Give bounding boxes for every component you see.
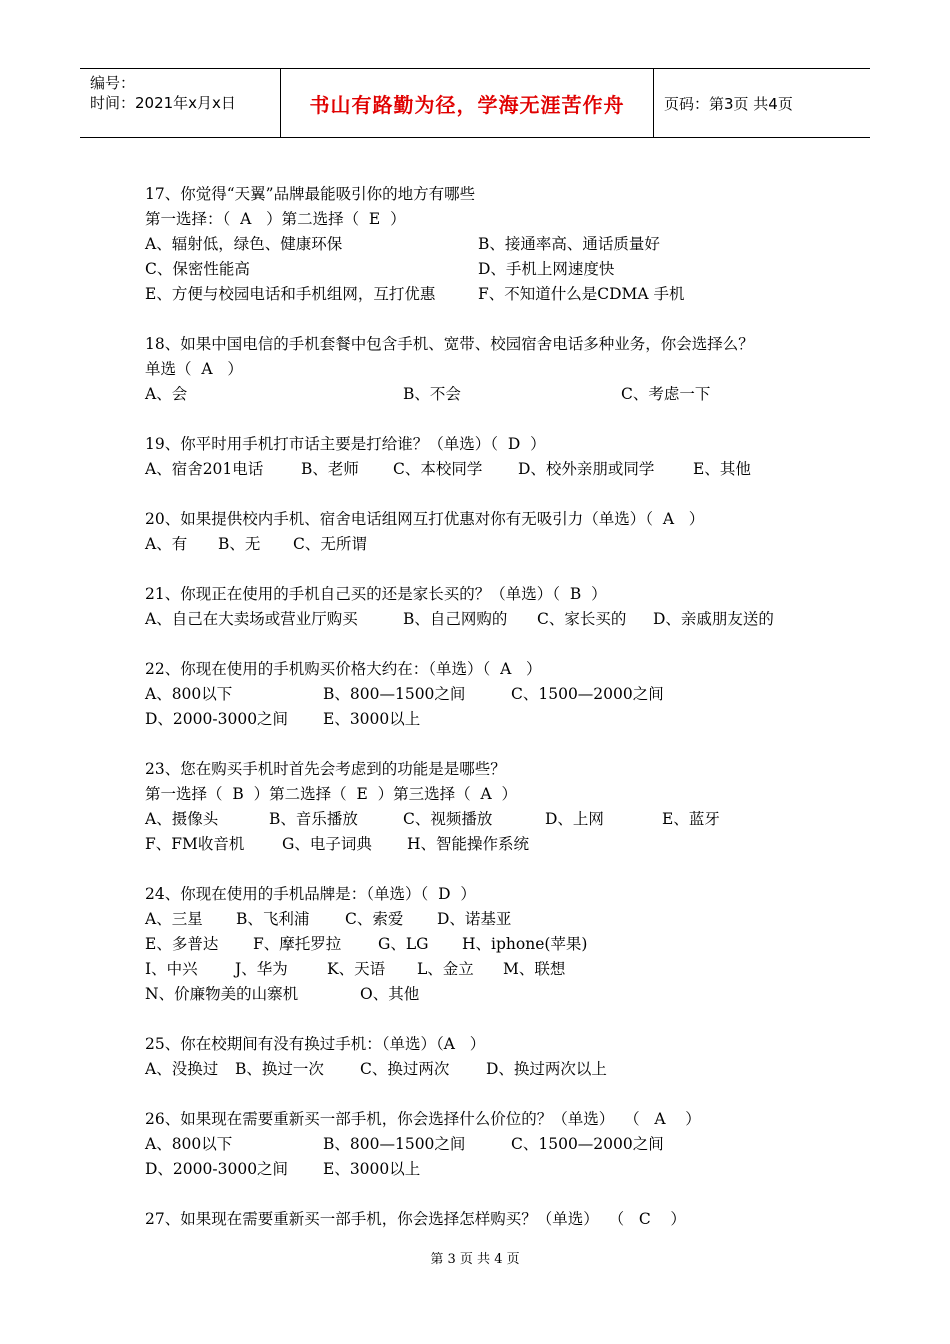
question-q22 [145, 657, 845, 732]
option-item: D、诺基亚 [437, 910, 512, 928]
option-row [145, 682, 845, 707]
question-answer: 第一选择：（ A ）第二选择（ E ） [145, 210, 406, 228]
question-q19 [145, 432, 845, 482]
question-title: 27、如果现在需要重新买一部手机，你会选择怎样购买？（单选） （ C ） [145, 1210, 686, 1228]
option-item: A、宿舍201电话 [145, 460, 264, 478]
option-item: G、LG [378, 935, 429, 953]
option-item: F、FM收音机 [145, 835, 245, 853]
option-row [145, 707, 845, 732]
option-row [145, 832, 845, 857]
option-item: A、有 [145, 535, 188, 553]
option-item: C、本校同学 [393, 460, 483, 478]
option-row [145, 457, 845, 482]
option-item: N、价廉物美的山寨机 [145, 985, 299, 1003]
option-item: L、金立 [417, 960, 474, 978]
option-item: B、换过一次 [235, 1060, 324, 1078]
option-item: B、无 [218, 535, 261, 553]
option-item: E、3000以上 [323, 1160, 421, 1178]
option-item: I、中兴 [145, 960, 198, 978]
option-item: C、索爱 [345, 910, 404, 928]
page-header [80, 68, 870, 138]
option-item: B、音乐播放 [269, 810, 358, 828]
option-item: D、亲戚朋友送的 [653, 610, 774, 628]
option-item: F、不知道什么是CDMA 手机 [478, 285, 685, 303]
questionnaire-body [145, 182, 845, 1257]
option-item: A、三星 [145, 910, 203, 928]
question-q27 [145, 1207, 845, 1232]
option-item: E、3000以上 [323, 710, 421, 728]
question-title: 23、您在购买手机时首先会考虑到的功能是是哪些？ [145, 760, 506, 778]
question-q23 [145, 757, 845, 857]
option-item: A、辐射低，绿色、健康环保 [145, 235, 343, 253]
time-label: 时间：2021年x月x日 [90, 94, 236, 112]
option-item: A、没换过 [145, 1060, 219, 1078]
option-item: C、保密性能高 [145, 260, 250, 278]
option-item: B、800—1500之间 [323, 685, 466, 703]
option-item: D、手机上网速度快 [478, 260, 615, 278]
option-item: B、自己网购的 [403, 610, 508, 628]
question-title: 26、如果现在需要重新买一部手机，你会选择什么价位的？（单选） （ A ） [145, 1110, 701, 1128]
option-row [145, 1057, 845, 1082]
question-title: 25、你在校期间有没有换过手机：（单选）（A ） [145, 1035, 486, 1053]
option-row [145, 907, 845, 932]
option-item: B、飞利浦 [236, 910, 310, 928]
option-row [145, 607, 845, 632]
option-item: K、天语 [327, 960, 386, 978]
option-item: O、其他 [360, 985, 420, 1003]
option-item: A、自己在大卖场或营业厅购买 [145, 610, 358, 628]
question-title: 18、如果中国电信的手机套餐中包含手机、宽带、校园宿舍电话多种业务，你会选择么？ [145, 335, 754, 353]
option-item: C、无所谓 [293, 535, 367, 553]
question-q20 [145, 507, 845, 557]
option-item: J、华为 [235, 960, 288, 978]
question-title: 20、如果提供校内手机、宿舍电话组网互打优惠对你有无吸引力（单选）（ A ） [145, 510, 705, 528]
option-row [145, 957, 845, 982]
question-q25 [145, 1032, 845, 1082]
option-item: C、视频播放 [403, 810, 493, 828]
option-item: D、校外亲朋或同学 [518, 460, 655, 478]
option-item: C、1500—2000之间 [511, 1135, 664, 1153]
option-item: A、摄像头 [145, 810, 219, 828]
header-page-info: 页码：第3页 共4页 [664, 94, 793, 113]
option-row [145, 232, 845, 257]
option-item: B、800—1500之间 [323, 1135, 466, 1153]
option-item: C、家长买的 [537, 610, 627, 628]
option-row [145, 282, 845, 307]
option-item: E、其他 [693, 460, 751, 478]
question-q17 [145, 182, 845, 307]
question-title: 22、你现在使用的手机购买价格大约在：（单选）（ A ） [145, 660, 542, 678]
option-item: E、蓝牙 [662, 810, 720, 828]
option-item: E、多普达 [145, 935, 219, 953]
question-q26 [145, 1107, 845, 1182]
option-row [145, 807, 845, 832]
question-q24 [145, 882, 845, 1007]
header-meta [80, 69, 281, 137]
option-item: C、考虑一下 [621, 385, 711, 403]
option-row [145, 1157, 845, 1182]
option-item: E、方便与校园电话和手机组网，互打优惠 [145, 285, 436, 303]
option-item: D、换过两次以上 [486, 1060, 607, 1078]
option-item: B、不会 [403, 385, 461, 403]
question-title: 17、你觉得“天翼”品牌最能吸引你的地方有哪些 [145, 185, 476, 203]
page-footer: 第 3 页 共 4 页 [430, 1252, 520, 1267]
question-answer: 单选（ A ） [145, 360, 243, 378]
option-row [145, 382, 845, 407]
option-item: M、联想 [503, 960, 566, 978]
option-item: C、换过两次 [360, 1060, 450, 1078]
option-row [145, 982, 845, 1007]
option-item: D、2000-3000之间 [145, 710, 289, 728]
option-row [145, 532, 845, 557]
option-row [145, 1132, 845, 1157]
option-row [145, 932, 845, 957]
header-motto: 书山有路勤为径，学海无涯苦作舟 [281, 69, 654, 137]
option-item: H、智能操作系统 [407, 835, 530, 853]
option-item: B、老师 [301, 460, 359, 478]
option-item: D、2000-3000之间 [145, 1160, 289, 1178]
option-item: H、iphone(苹果) [462, 935, 588, 953]
option-item: A、800以下 [145, 685, 233, 703]
option-item: C、1500—2000之间 [511, 685, 664, 703]
option-item: A、会 [145, 385, 188, 403]
option-item: B、接通率高、通话质量好 [478, 235, 660, 253]
question-q18 [145, 332, 845, 407]
question-title: 19、你平时用手机打市话主要是打给谁？（单选）（ D ） [145, 435, 546, 453]
number-label: 编号： [90, 74, 136, 92]
question-title: 21、你现正在使用的手机自己买的还是家长买的？（单选）（ B ） [145, 585, 607, 603]
option-item: A、800以下 [145, 1135, 233, 1153]
question-q21 [145, 582, 845, 632]
option-item: D、上网 [545, 810, 604, 828]
option-row [145, 257, 845, 282]
question-answer: 第一选择（ B ）第二选择（ E ）第三选择（ A ） [145, 785, 518, 803]
question-title: 24、你现在使用的手机品牌是：（单选）（ D ） [145, 885, 476, 903]
option-item: G、电子词典 [282, 835, 372, 853]
option-item: F、摩托罗拉 [253, 935, 342, 953]
